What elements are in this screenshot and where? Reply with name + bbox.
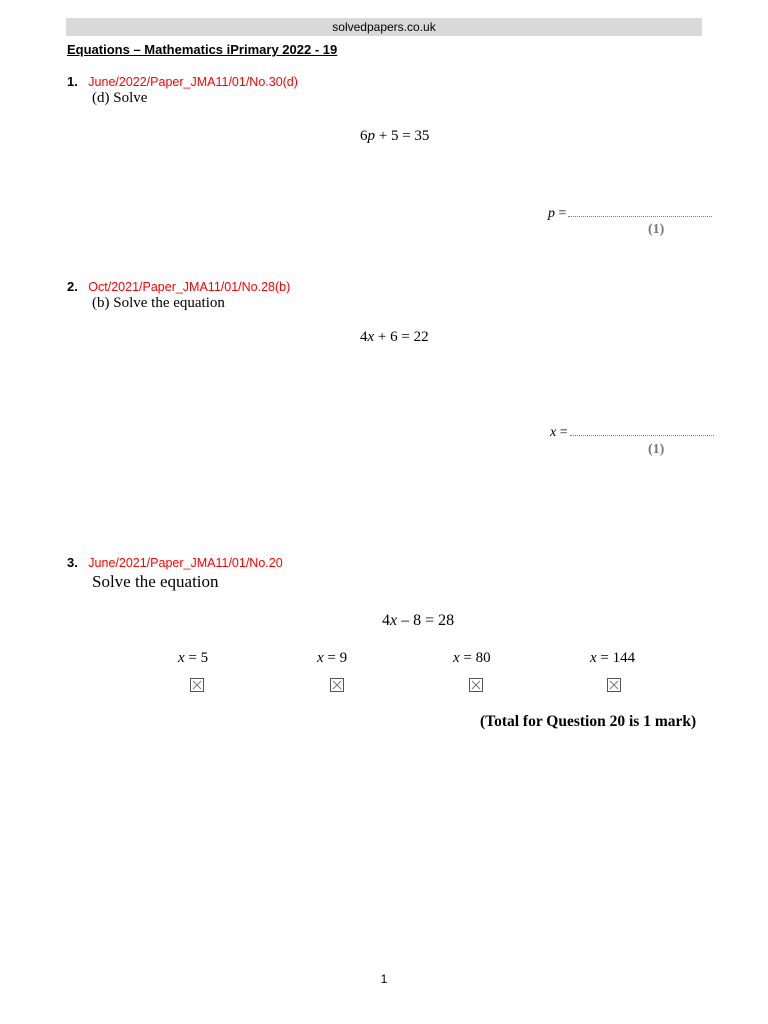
question-1-part: (d) Solve (92, 90, 148, 106)
question-reference: June/2021/Paper_JMA11/01/No.20 (88, 556, 283, 570)
option-variable: x (178, 650, 185, 666)
answer-blank[interactable] (570, 423, 714, 436)
equation-variable: x (390, 612, 398, 629)
question-number: 1. (67, 74, 78, 89)
equation-variable: x (367, 329, 375, 345)
answer-variable: x (550, 425, 557, 440)
equation-coefficient: 4 (382, 612, 390, 629)
answer-equals: = (555, 206, 567, 221)
option-2-checkbox[interactable] (330, 678, 344, 692)
question-3-header (67, 554, 283, 572)
question-number: 2. (67, 279, 78, 294)
option-value: = 9 (323, 650, 348, 666)
page-number: 1 (380, 972, 388, 986)
option-3-checkbox[interactable] (469, 678, 483, 692)
question-1-equation (360, 128, 429, 145)
equation-rest: + 5 = 35 (375, 128, 430, 144)
option-value: = 80 (459, 650, 491, 666)
question-reference: June/2022/Paper_JMA11/01/No.30(d) (88, 75, 298, 89)
crossed-box-icon (470, 679, 482, 691)
option-1-label (178, 650, 208, 667)
question-2-part: (b) Solve the equation (92, 295, 225, 311)
equation-rest: – 8 = 28 (397, 612, 455, 629)
answer-blank[interactable] (568, 204, 712, 217)
option-4-checkbox[interactable] (607, 678, 621, 692)
option-variable: x (317, 650, 324, 666)
option-3-label (453, 650, 491, 667)
option-4-label (590, 650, 635, 667)
site-header-bar (66, 18, 702, 36)
answer-variable: p (548, 206, 555, 221)
question-1-answer-line (548, 204, 712, 222)
equation-variable: p (367, 128, 375, 144)
question-2-marks: (1) (648, 442, 665, 457)
question-number: 3. (67, 555, 78, 570)
option-value: = 5 (184, 650, 209, 666)
answer-equals: = (556, 425, 568, 440)
question-3-total-marks: (Total for Question 20 is 1 mark) (480, 713, 697, 730)
question-2-equation (360, 329, 429, 346)
equation-coefficient: 6 (360, 128, 368, 144)
question-2-header (67, 278, 290, 296)
option-2-label (317, 650, 347, 667)
question-3-part: Solve the equation (92, 572, 219, 591)
crossed-box-icon (608, 679, 620, 691)
option-variable: x (590, 650, 597, 666)
crossed-box-icon (191, 679, 203, 691)
question-reference: Oct/2021/Paper_JMA11/01/No.28(b) (88, 280, 291, 294)
equation-rest: + 6 = 22 (374, 329, 429, 345)
question-1-marks: (1) (648, 222, 665, 237)
question-2-answer-line (550, 423, 714, 441)
question-1-header (67, 73, 298, 91)
crossed-box-icon (331, 679, 343, 691)
option-value: = 144 (596, 650, 636, 666)
document-title: Equations – Mathematics iPrimary 2022 - 19 (67, 42, 338, 57)
site-name: solvedpapers.co.uk (332, 20, 436, 34)
option-1-checkbox[interactable] (190, 678, 204, 692)
equation-coefficient: 4 (360, 329, 368, 345)
question-3-equation (382, 612, 454, 630)
option-variable: x (453, 650, 460, 666)
